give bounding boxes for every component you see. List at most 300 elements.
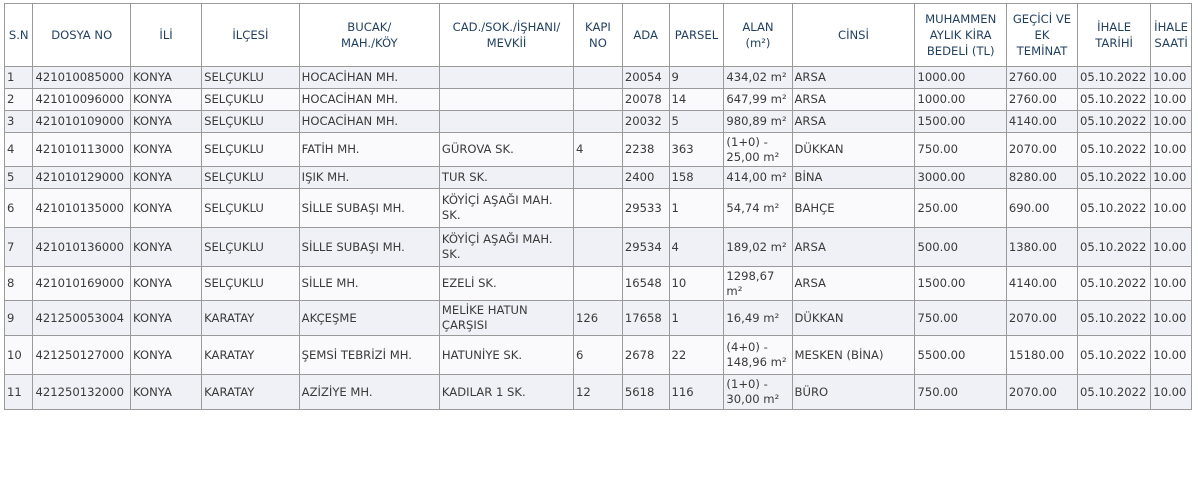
col-header-cad-sok-mevki: CAD./SOK./İŞHANI/ MEVKİİ	[439, 4, 573, 67]
cell-text: 15180.00	[1008, 347, 1065, 362]
col-header-parsel: PARSEL	[669, 4, 724, 67]
cell-text: SELÇUKLU	[204, 92, 264, 106]
cell-ihale-tarihi	[1078, 133, 1151, 167]
cell-text: KONYA	[133, 70, 172, 84]
table-row	[5, 189, 1192, 228]
cell-bucak-mah-koy	[299, 336, 439, 375]
cell-text: 2070.00	[1008, 384, 1057, 399]
cell-text: 10.00	[1153, 276, 1187, 290]
cell-text: KADILAR 1 SK.	[441, 384, 526, 399]
cell-cad-sok-mevki	[439, 133, 573, 167]
cell-dosya-no	[33, 375, 131, 410]
cell-text: 189,02 m²	[726, 239, 787, 254]
cell-cinsi	[792, 301, 915, 336]
table-row	[5, 133, 1192, 167]
cell-text: 2678	[624, 347, 655, 362]
tender-listing-table	[4, 3, 1192, 410]
cell-parsel	[669, 375, 724, 410]
cell-text: 10.00	[1153, 114, 1187, 128]
cell-ihale-saati	[1151, 89, 1192, 111]
cell-cad-sok-mevki	[439, 111, 573, 133]
cell-text: BİNA	[794, 170, 823, 184]
cell-gecici-teminat	[1006, 167, 1077, 189]
cell-alan	[724, 375, 792, 410]
cell-parsel	[669, 228, 724, 267]
cell-alan	[724, 189, 792, 228]
cell-text: 05.10.2022	[1080, 310, 1147, 325]
cell-text: 05.10.2022	[1080, 384, 1147, 399]
cell-ada	[622, 228, 669, 267]
cell-text: 10.00	[1153, 92, 1187, 106]
cell-parsel	[669, 189, 724, 228]
cell-ihale-tarihi	[1078, 301, 1151, 336]
cell-alan	[724, 228, 792, 267]
cell-ili	[131, 375, 202, 410]
cell-sn	[5, 89, 33, 111]
cell-ada	[622, 375, 669, 410]
cell-ilcesi	[202, 301, 300, 336]
cell-cad-sok-mevki	[439, 228, 573, 267]
cell-text: SİLLE SUBAŞI MH.	[301, 200, 405, 215]
table-body	[5, 67, 1192, 410]
cell-text: 4	[671, 239, 679, 254]
cell-bucak-mah-koy	[299, 228, 439, 267]
cell-text: 20032	[624, 114, 662, 128]
cell-text: 6	[7, 200, 15, 215]
cell-text: KONYA	[133, 384, 172, 399]
cell-text: 750.00	[917, 142, 959, 156]
cell-ada	[622, 336, 669, 375]
cell-text: SİLLE MH.	[301, 276, 359, 290]
cell-cinsi	[792, 336, 915, 375]
cell-text: 10	[671, 276, 687, 290]
cell-text: 421010109000	[35, 114, 124, 128]
cell-text: 1	[671, 310, 679, 325]
cell-text: 05.10.2022	[1080, 276, 1147, 290]
cell-cad-sok-mevki	[439, 67, 573, 89]
cell-text: 1380.00	[1008, 239, 1057, 254]
cell-muhammen-kira	[915, 336, 1006, 375]
cell-ihale-tarihi	[1078, 267, 1151, 301]
cell-cinsi	[792, 67, 915, 89]
cell-muhammen-kira	[915, 133, 1006, 167]
cell-muhammen-kira	[915, 375, 1006, 410]
cell-ilcesi	[202, 336, 300, 375]
cell-kapi-no	[574, 67, 623, 89]
cell-bucak-mah-koy	[299, 111, 439, 133]
cell-ihale-tarihi	[1078, 189, 1151, 228]
col-header-dosya-no: DOSYA NO	[33, 4, 131, 67]
cell-text: KONYA	[133, 200, 172, 215]
cell-text: SELÇUKLU	[204, 142, 264, 156]
cell-ilcesi	[202, 89, 300, 111]
cell-alan	[724, 111, 792, 133]
cell-kapi-no	[574, 336, 623, 375]
cell-text: HOCACİHAN MH.	[301, 70, 399, 84]
cell-text: 5500.00	[917, 347, 966, 362]
cell-ada	[622, 301, 669, 336]
col-header-bucak-mah-koy: BUCAK/ MAH./KÖY	[299, 4, 439, 67]
cell-text: KÖYİÇİ AŞAĞI MAH. SK.	[441, 232, 553, 261]
cell-cinsi	[792, 167, 915, 189]
table-row	[5, 228, 1192, 267]
cell-ili	[131, 267, 202, 301]
cell-text: 10.00	[1153, 384, 1187, 399]
cell-text: 5	[671, 114, 679, 128]
cell-text: ARSA	[794, 239, 826, 254]
cell-text: ARSA	[794, 70, 826, 84]
cell-text: ARSA	[794, 276, 826, 290]
cell-kapi-no	[574, 301, 623, 336]
table-row	[5, 167, 1192, 189]
cell-sn	[5, 375, 33, 410]
cell-ihale-tarihi	[1078, 228, 1151, 267]
table-row	[5, 267, 1192, 301]
cell-bucak-mah-koy	[299, 133, 439, 167]
listing-table-container	[4, 3, 1192, 410]
cell-text: 05.10.2022	[1080, 347, 1147, 362]
cell-ada	[622, 111, 669, 133]
cell-kapi-no	[574, 228, 623, 267]
cell-ili	[131, 133, 202, 167]
cell-text: 1	[671, 200, 679, 215]
cell-text: 116	[671, 384, 694, 399]
col-header-kapi-no: KAPI NO	[574, 4, 623, 67]
cell-sn	[5, 301, 33, 336]
cell-text: 421010135000	[35, 200, 124, 215]
cell-text: (1+0) - 25,00 m²	[726, 134, 780, 164]
cell-text: DÜKKAN	[794, 310, 844, 325]
cell-text: ŞEMSİ TEBRİZİ MH.	[301, 347, 412, 362]
col-header-ihale-saati: İHALE SAATİ	[1151, 4, 1192, 67]
cell-gecici-teminat	[1006, 111, 1077, 133]
cell-text: 14	[671, 92, 687, 106]
cell-bucak-mah-koy	[299, 267, 439, 301]
cell-text: 10.00	[1153, 70, 1187, 84]
cell-text: 05.10.2022	[1080, 70, 1147, 84]
cell-cinsi	[792, 375, 915, 410]
cell-text: 421250053004	[35, 310, 124, 325]
cell-gecici-teminat	[1006, 375, 1077, 410]
cell-kapi-no	[574, 89, 623, 111]
cell-gecici-teminat	[1006, 301, 1077, 336]
cell-text: 750.00	[917, 384, 959, 399]
cell-text: SİLLE SUBAŞI MH.	[301, 239, 405, 254]
cell-text: 16,49 m²	[726, 310, 780, 325]
cell-text: DÜKKAN	[794, 142, 844, 156]
cell-gecici-teminat	[1006, 267, 1077, 301]
cell-sn	[5, 189, 33, 228]
cell-ilcesi	[202, 167, 300, 189]
cell-ihale-tarihi	[1078, 111, 1151, 133]
cell-text: SELÇUKLU	[204, 239, 264, 254]
cell-text: 1500.00	[917, 276, 966, 290]
cell-gecici-teminat	[1006, 67, 1077, 89]
col-header-sn: S.N	[5, 4, 33, 67]
cell-text: 414,00 m²	[726, 170, 787, 184]
cell-text: 1	[7, 70, 15, 84]
cell-bucak-mah-koy	[299, 167, 439, 189]
cell-ada	[622, 67, 669, 89]
cell-parsel	[669, 167, 724, 189]
cell-text: 05.10.2022	[1080, 200, 1147, 215]
col-header-gecici-teminat: GEÇİCİ VE EK TEMİNAT	[1006, 4, 1077, 67]
cell-text: 10.00	[1153, 170, 1187, 184]
cell-text: GÜROVA SK.	[441, 142, 514, 156]
cell-text: 3	[7, 114, 15, 128]
cell-cinsi	[792, 267, 915, 301]
cell-muhammen-kira	[915, 111, 1006, 133]
cell-parsel	[669, 336, 724, 375]
cell-kapi-no	[574, 375, 623, 410]
cell-text: 421250132000	[35, 384, 124, 399]
cell-text: 10	[7, 347, 22, 362]
cell-cinsi	[792, 111, 915, 133]
cell-text: 7	[7, 239, 15, 254]
cell-cad-sok-mevki	[439, 167, 573, 189]
cell-text: 690.00	[1008, 200, 1050, 215]
cell-muhammen-kira	[915, 267, 1006, 301]
cell-text: ARSA	[794, 92, 826, 106]
table-row	[5, 111, 1192, 133]
cell-sn	[5, 267, 33, 301]
cell-parsel	[669, 111, 724, 133]
cell-text: 250.00	[917, 200, 959, 215]
table-row	[5, 67, 1192, 89]
col-header-ihale-tarihi: İHALE TARİHİ	[1078, 4, 1151, 67]
cell-text: AZİZİYE MH.	[301, 384, 373, 399]
cell-parsel	[669, 89, 724, 111]
cell-text: 421010136000	[35, 239, 124, 254]
cell-ihale-saati	[1151, 167, 1192, 189]
cell-cinsi	[792, 133, 915, 167]
cell-text: 29533	[624, 200, 662, 215]
cell-muhammen-kira	[915, 301, 1006, 336]
cell-text: 9	[7, 310, 15, 325]
cell-text: 10.00	[1153, 142, 1187, 156]
cell-text: 647,99 m²	[726, 92, 787, 106]
cell-ili	[131, 228, 202, 267]
cell-text: MELİKE HATUN ÇARŞISI	[441, 303, 528, 332]
cell-gecici-teminat	[1006, 89, 1077, 111]
cell-text: 421250127000	[35, 347, 124, 362]
cell-cad-sok-mevki	[439, 189, 573, 228]
cell-text: 20078	[624, 92, 662, 106]
cell-text: 10.00	[1153, 239, 1187, 254]
cell-text: KONYA	[133, 92, 172, 106]
cell-dosya-no	[33, 228, 131, 267]
cell-sn	[5, 111, 33, 133]
cell-ihale-saati	[1151, 67, 1192, 89]
cell-muhammen-kira	[915, 189, 1006, 228]
cell-text: 2238	[624, 142, 655, 156]
cell-cinsi	[792, 89, 915, 111]
cell-text: 22	[671, 347, 687, 362]
cell-text: HOCACİHAN MH.	[301, 92, 399, 106]
cell-ihale-saati	[1151, 301, 1192, 336]
cell-ihale-tarihi	[1078, 167, 1151, 189]
cell-dosya-no	[33, 336, 131, 375]
cell-text: KARATAY	[204, 384, 255, 399]
cell-ili	[131, 336, 202, 375]
cell-alan	[724, 336, 792, 375]
cell-bucak-mah-koy	[299, 67, 439, 89]
cell-text: 1298,67 m²	[726, 268, 775, 298]
cell-text: 5618	[624, 384, 655, 399]
cell-sn	[5, 67, 33, 89]
cell-kapi-no	[574, 133, 623, 167]
cell-text: KÖYİÇİ AŞAĞI MAH. SK.	[441, 193, 553, 222]
cell-parsel	[669, 67, 724, 89]
cell-ihale-saati	[1151, 336, 1192, 375]
cell-text: 980,89 m²	[726, 114, 787, 128]
cell-ihale-saati	[1151, 267, 1192, 301]
cell-dosya-no	[33, 167, 131, 189]
cell-alan	[724, 133, 792, 167]
cell-text: ARSA	[794, 114, 826, 128]
cell-text: SELÇUKLU	[204, 200, 264, 215]
cell-text: 126	[576, 310, 599, 325]
cell-ada	[622, 133, 669, 167]
col-header-alan: ALAN (m²)	[724, 4, 792, 67]
cell-dosya-no	[33, 267, 131, 301]
cell-text: 2	[7, 92, 15, 106]
cell-text: 158	[671, 170, 694, 184]
cell-gecici-teminat	[1006, 228, 1077, 267]
col-header-cinsi: CİNSİ	[792, 4, 915, 67]
cell-kapi-no	[574, 267, 623, 301]
cell-text: 9	[671, 70, 679, 84]
cell-cad-sok-mevki	[439, 336, 573, 375]
cell-ihale-saati	[1151, 375, 1192, 410]
cell-alan	[724, 301, 792, 336]
cell-text: 434,02 m²	[726, 70, 787, 84]
cell-text: 20054	[624, 70, 662, 84]
cell-text: 2070.00	[1008, 142, 1057, 156]
cell-bucak-mah-koy	[299, 301, 439, 336]
cell-text: 05.10.2022	[1080, 239, 1147, 254]
cell-ihale-saati	[1151, 189, 1192, 228]
cell-text: 17658	[624, 310, 662, 325]
cell-sn	[5, 167, 33, 189]
col-header-ili: İLİ	[131, 4, 202, 67]
cell-text: 6	[576, 347, 584, 362]
cell-text: SELÇUKLU	[204, 276, 264, 290]
cell-gecici-teminat	[1006, 336, 1077, 375]
cell-text: KONYA	[133, 347, 172, 362]
cell-text: KARATAY	[204, 347, 255, 362]
cell-text: KONYA	[133, 170, 172, 184]
table-row	[5, 301, 1192, 336]
col-header-ada: ADA	[622, 4, 669, 67]
cell-text: 1000.00	[917, 92, 966, 106]
cell-text: KARATAY	[204, 310, 255, 325]
cell-dosya-no	[33, 67, 131, 89]
cell-text: 3000.00	[917, 170, 966, 184]
cell-alan	[724, 67, 792, 89]
cell-ili	[131, 67, 202, 89]
cell-ada	[622, 167, 669, 189]
cell-text: KONYA	[133, 114, 172, 128]
cell-text: SELÇUKLU	[204, 114, 264, 128]
cell-muhammen-kira	[915, 67, 1006, 89]
cell-dosya-no	[33, 111, 131, 133]
cell-ihale-saati	[1151, 133, 1192, 167]
cell-ada	[622, 267, 669, 301]
cell-text: 10.00	[1153, 200, 1187, 215]
cell-text: 12	[576, 384, 591, 399]
cell-text: 8280.00	[1008, 170, 1057, 184]
cell-ihale-saati	[1151, 228, 1192, 267]
cell-dosya-no	[33, 89, 131, 111]
cell-gecici-teminat	[1006, 133, 1077, 167]
cell-ili	[131, 167, 202, 189]
cell-text: SELÇUKLU	[204, 170, 264, 184]
cell-text: KONYA	[133, 310, 172, 325]
cell-text: 421010169000	[35, 276, 124, 290]
cell-text: TUR SK.	[441, 170, 488, 184]
cell-ihale-tarihi	[1078, 67, 1151, 89]
cell-alan	[724, 267, 792, 301]
cell-text: 421010113000	[35, 142, 124, 156]
cell-text: KONYA	[133, 142, 172, 156]
cell-dosya-no	[33, 133, 131, 167]
cell-cad-sok-mevki	[439, 375, 573, 410]
cell-text: 4140.00	[1008, 276, 1057, 290]
cell-text: 2400	[624, 170, 655, 184]
cell-text: IŞIK MH.	[301, 170, 350, 184]
cell-parsel	[669, 267, 724, 301]
cell-text: FATİH MH.	[301, 142, 360, 156]
cell-ada	[622, 189, 669, 228]
cell-ili	[131, 89, 202, 111]
cell-ihale-tarihi	[1078, 89, 1151, 111]
cell-text: 10.00	[1153, 347, 1187, 362]
cell-text: 421010085000	[35, 70, 124, 84]
cell-dosya-no	[33, 189, 131, 228]
cell-ilcesi	[202, 375, 300, 410]
cell-text: KONYA	[133, 276, 172, 290]
cell-text: 5	[7, 170, 15, 184]
cell-sn	[5, 228, 33, 267]
cell-ilcesi	[202, 228, 300, 267]
cell-sn	[5, 336, 33, 375]
cell-text: 4140.00	[1008, 114, 1057, 128]
cell-text: 8	[7, 276, 15, 290]
cell-text: BÜRO	[794, 384, 829, 399]
cell-text: 421010096000	[35, 92, 124, 106]
cell-text: 750.00	[917, 310, 959, 325]
cell-text: 4	[7, 142, 15, 156]
cell-text: 1000.00	[917, 70, 966, 84]
cell-ilcesi	[202, 267, 300, 301]
table-row	[5, 375, 1192, 410]
cell-text: 29534	[624, 239, 662, 254]
cell-text: 05.10.2022	[1080, 114, 1147, 128]
cell-parsel	[669, 133, 724, 167]
cell-text: 11	[7, 384, 22, 399]
cell-ilcesi	[202, 67, 300, 89]
cell-text: MESKEN (BİNA)	[794, 347, 884, 362]
cell-cad-sok-mevki	[439, 89, 573, 111]
cell-text: (4+0) - 148,96 m²	[726, 340, 787, 369]
cell-text: 4	[576, 142, 584, 156]
col-header-muhammen-kira: MUHAMMEN AYLIK KİRA BEDELİ (TL)	[915, 4, 1006, 67]
cell-text: 421010129000	[35, 170, 124, 184]
cell-ilcesi	[202, 111, 300, 133]
cell-ilcesi	[202, 189, 300, 228]
cell-ihale-saati	[1151, 111, 1192, 133]
